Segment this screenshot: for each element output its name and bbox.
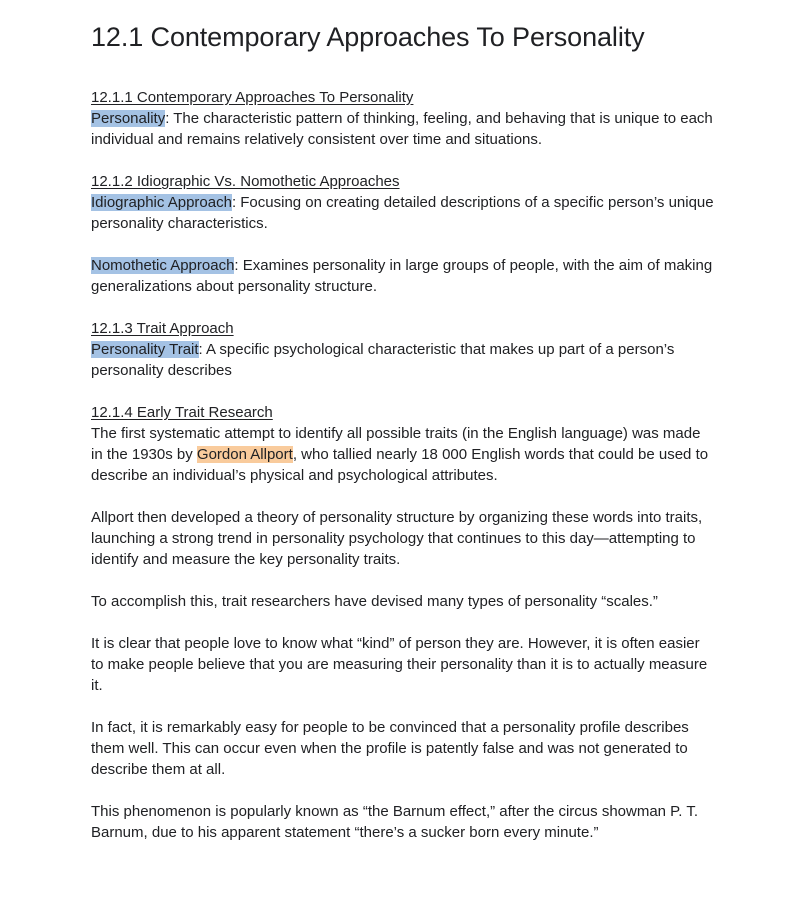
document-page xyxy=(91,0,716,843)
page-title: 12.1 Contemporary Approaches To Personality xyxy=(91,22,645,52)
highlighted-term: Nomothetic Approach xyxy=(91,257,235,274)
paragraph: It is clear that people love to know what “kind” of person they are. However, it is often easier to make people believe that you are measuring their personality than it is to actually measure it. xyxy=(91,635,708,694)
paragraph: The first systematic attempt to identify all possible traits (in the English language) was made in the 1930s by Gordon Allport, who tallied nearly 18 000 English words that could be used to describe an individual’s physical and psychological attributes. xyxy=(91,425,709,484)
paragraph: This phenomenon is popularly known as “the Barnum effect,” after the circus showman P. T. Barnum, due to his apparent statement “there’s a sucker born every minute.” xyxy=(91,803,698,841)
definition-text: : Examines personality in large groups of people, with the aim of making generalizations about personality structure. xyxy=(91,257,713,295)
section-heading: 12.1.3 Trait Approach xyxy=(91,320,234,337)
highlighted-term: Personality Trait xyxy=(91,341,199,358)
section-contemporary-approaches xyxy=(91,87,716,150)
definition-paragraph xyxy=(91,108,716,150)
paragraph: To accomplish this, trait researchers have devised many types of personality “scales.” xyxy=(91,593,658,610)
definition-paragraph xyxy=(91,255,716,297)
highlighted-term: Idiographic Approach xyxy=(91,194,232,211)
section-early-trait-research xyxy=(91,402,716,843)
definition-paragraph xyxy=(91,192,716,234)
paragraph: In fact, it is remarkably easy for people to be convinced that a personality profile describes them well. This can occur even when the profile is patently false and was not generated to describe them at all. xyxy=(91,719,689,778)
section-trait-approach xyxy=(91,318,716,381)
section-heading: 12.1.2 Idiographic Vs. Nomothetic Approaches xyxy=(91,173,400,190)
definition-text: : A specific psychological characteristic that makes up part of a person’s personality describes xyxy=(91,341,675,379)
paragraph: Allport then developed a theory of personality structure by organizing these words into traits, launching a strong trend in personality psychology that continues to this day—attempting to identify and measure the key personality traits. xyxy=(91,509,703,568)
section-heading: 12.1.4 Early Trait Research xyxy=(91,404,273,421)
section-idiographic-nomothetic xyxy=(91,171,716,297)
definition-text: : The characteristic pattern of thinking, feeling, and behaving that is unique to each individual and remains relatively consistent over time and situations. xyxy=(91,110,713,148)
highlighted-term: Personality xyxy=(91,110,166,127)
section-heading: 12.1.1 Contemporary Approaches To Personality xyxy=(91,89,414,106)
definition-text: : Focusing on creating detailed descriptions of a specific person’s unique personality characteristics. xyxy=(91,194,714,232)
highlighted-name: Gordon Allport xyxy=(196,446,293,463)
definition-paragraph xyxy=(91,339,716,381)
